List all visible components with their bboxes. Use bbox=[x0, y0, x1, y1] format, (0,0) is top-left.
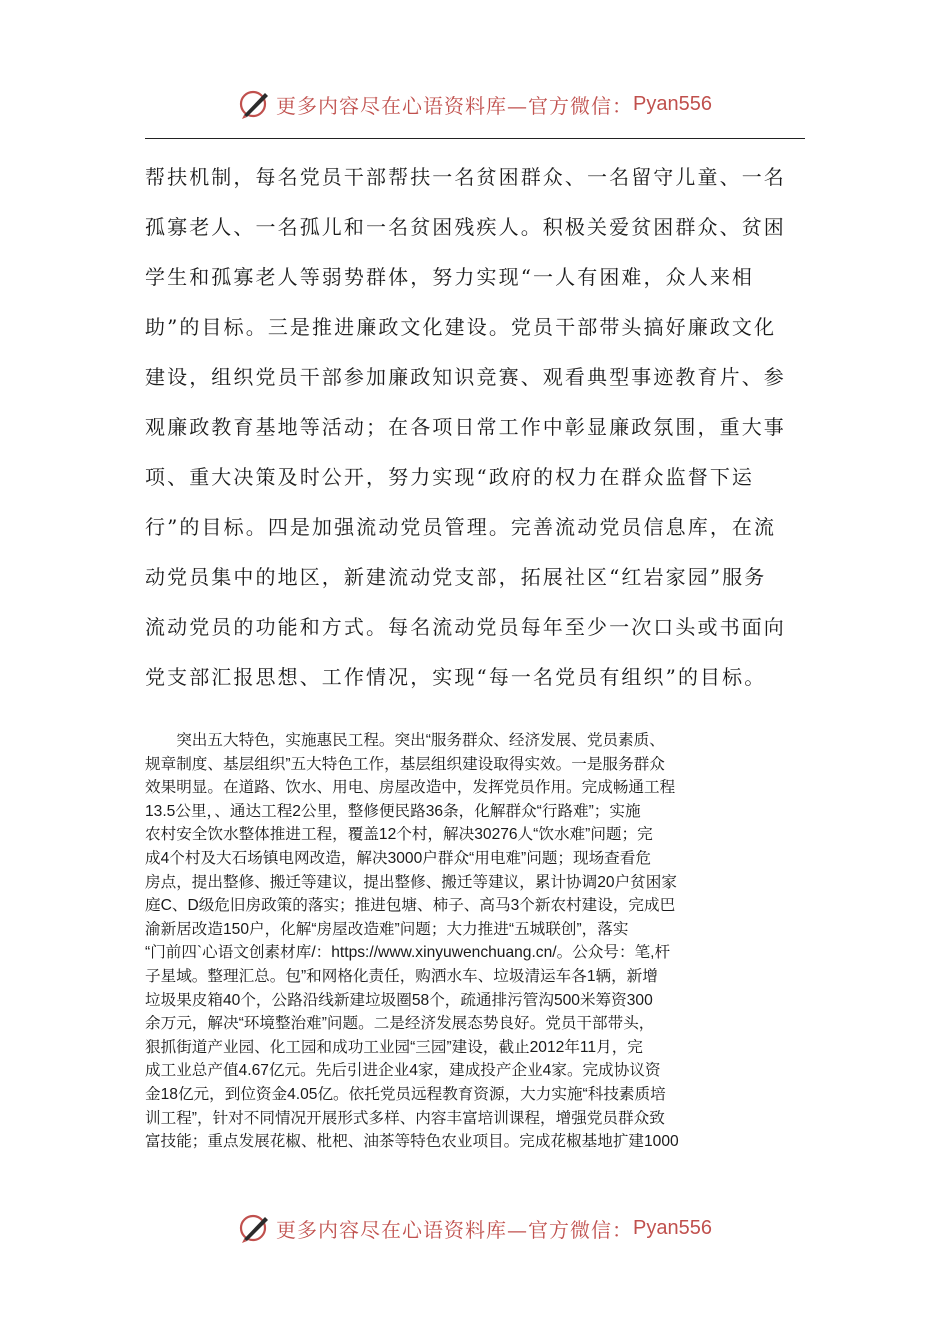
text-line: 助”的目标。三是推进廉政文化建设。党员干部带头搞好廉政文化 bbox=[145, 315, 777, 339]
body-paragraph-2 bbox=[145, 729, 810, 1154]
pen-logo-icon bbox=[238, 87, 272, 121]
text-line: 孤寡老人、一名孤儿和一名贫困残疾人。积极关爱贫困群众、贫困 bbox=[145, 215, 786, 239]
text-line: 房点，提出整修、搬迁等建议，提出整修、搬迁等建议，累计协调20户贫困家 bbox=[145, 873, 677, 891]
text-line: 项、重大决策及时公开，努力实现“政府的权力在群众监督下运 bbox=[145, 465, 755, 489]
text-line: 子星域。整理汇总。包”和网格化责任，购洒水车、垃圾清运车各1辆，新增 bbox=[145, 967, 658, 985]
text-line: 庭C、D级危旧房政策的落实；推进包塘、柿子、高马3个新农村建设，完成巴 bbox=[145, 897, 676, 915]
body-paragraph-1 bbox=[145, 152, 805, 702]
text-line: 流动党员的功能和方式。每名流动党员每年至少一次口头或书面向 bbox=[145, 615, 786, 639]
header-divider bbox=[145, 138, 805, 139]
text-line: 金18亿元，到位资金4.05亿。依托党员远程教育资源，大力实施“科技素质培 bbox=[145, 1085, 666, 1103]
text-line: 规章制度、基层组织”五大特色工作，基层组织建设取得实效。一是服务群众 bbox=[145, 755, 665, 773]
text-line: 突出五大特色，实施惠民工程。突出“服务群众、经济发展、党员素质、 bbox=[145, 732, 665, 749]
text-line: 余万元，解决“环境整治难”问题。二是经济发展态势良好。党员干部带头， bbox=[145, 1015, 655, 1033]
text-line: 训工程”，针对不同情况开展形式多样、内容丰富培训课程，增强党员群众致 bbox=[145, 1109, 665, 1127]
header-banner bbox=[0, 84, 950, 124]
footer-banner bbox=[0, 1208, 950, 1248]
text-line: 农村安全饮水整体推进工程，覆盖12个村，解决30276人“饮水难”问题；完 bbox=[145, 826, 653, 844]
text-line: 观廉政教育基地等活动；在各项日常工作中彰显廉政氛围，重大事 bbox=[145, 415, 786, 439]
text-line: 狠抓街道产业园、化工园和成功工业园“三园”建设，截止2012年11月，完 bbox=[145, 1038, 643, 1056]
text-line: 党支部汇报思想、工作情况，实现“每一名党员有组织”的目标。 bbox=[145, 665, 767, 689]
text-line: 成4个村及大石场镇电网改造，解决3000户群众“用电难”问题；现场查看危 bbox=[145, 849, 651, 867]
text-line: “门前四`心语文创素材库/：https://www.xinyuwenchuang.cn/。公众号：笔,杆 bbox=[145, 944, 671, 962]
text-line: 动党员集中的地区，新建流动党支部，拓展社区“红岩家园”服务 bbox=[145, 565, 767, 589]
text-line: 富技能；重点发展花椒、枇杷、油茶等特色农业项目。完成花椒基地扩建1000 bbox=[145, 1133, 679, 1151]
header-banner-text: 更多内容尽在心语资料库—官方微信： bbox=[276, 93, 634, 118]
text-line: 建设，组织党员干部参加廉政知识竞赛、观看典型事迹教育片、参 bbox=[145, 365, 786, 389]
text-line: 成工业总产值4.67亿元。先后引进企业4家，建成投产企业4家。完成协议资 bbox=[145, 1062, 661, 1080]
text-line: 行”的目标。四是加强流动党员管理。完善流动党员信息库，在流 bbox=[145, 515, 777, 539]
text-line: 13.5公里，、通达工程2公里，整修便民路36条，化解群众“行路难”；实施 bbox=[145, 802, 641, 820]
footer-banner-id: Pyan556 bbox=[633, 1216, 712, 1239]
header-banner-id: Pyan556 bbox=[633, 92, 712, 115]
text-line: 学生和孤寡老人等弱势群体，努力实现“一人有困难，众人来相 bbox=[145, 265, 755, 289]
text-line: 垃圾果皮箱40个，公路沿线新建垃圾圈58个，疏通排污管沟500米筹资300 bbox=[145, 991, 653, 1009]
pen-logo-icon bbox=[238, 1211, 272, 1245]
footer-banner-text: 更多内容尽在心语资料库—官方微信： bbox=[276, 1217, 634, 1242]
text-line: 帮扶机制，每名党员干部帮扶一名贫困群众、一名留守儿童、一名 bbox=[145, 165, 786, 189]
text-line: 渝新居改造150户，化解“房屋改造难”问题；大力推进“五城联创”，落实 bbox=[145, 920, 629, 938]
text-line: 效果明显。在道路、饮水、用电、房屋改造中，发挥党员作用。完成畅通工程 bbox=[145, 779, 676, 797]
